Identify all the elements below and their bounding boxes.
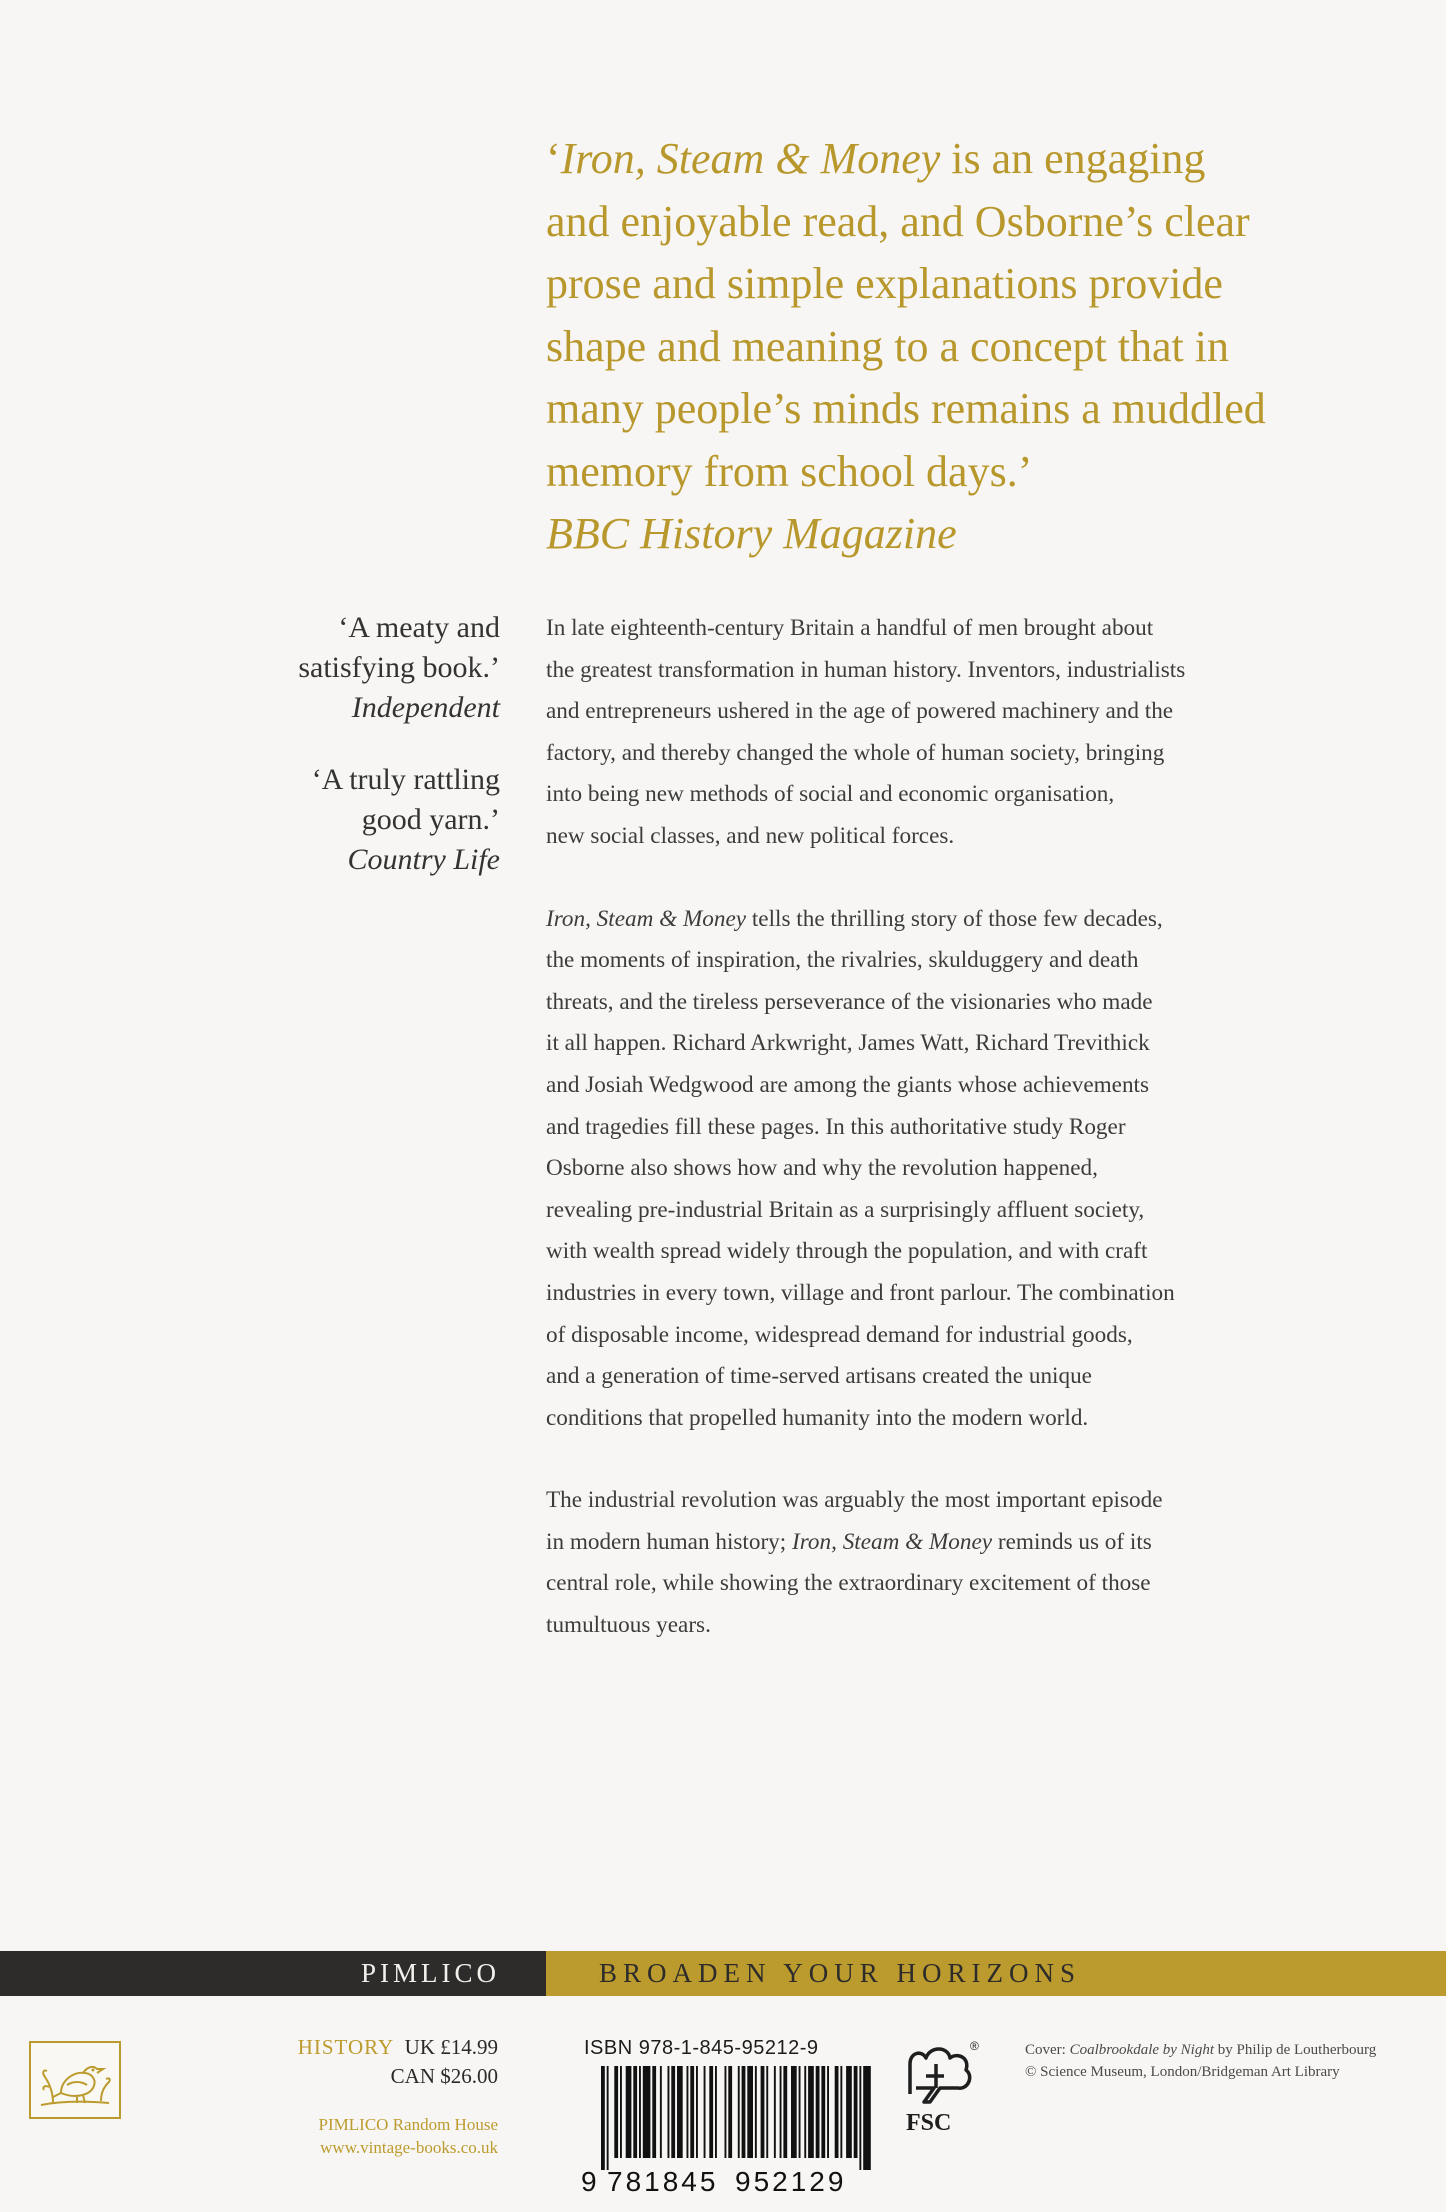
publisher-website: www.vintage-books.co.uk: [320, 2138, 498, 2157]
barcode-bar: [715, 2066, 717, 2158]
barcode-bar: [671, 2066, 675, 2158]
publisher-logo: [29, 2041, 121, 2119]
barcode-bar: [854, 2066, 858, 2158]
price-line-uk: [180, 2033, 498, 2062]
blurb-line: In late eighteenth-century Britain a handful of men brought about: [546, 615, 1154, 641]
series-tagline: BROADEN YOUR HORIZONS: [546, 1951, 1446, 1996]
hero-quote: [546, 128, 1406, 566]
blurb-line: reminds us of its: [992, 1528, 1152, 1555]
barcode-bar: [791, 2066, 797, 2158]
barcode: [581, 2066, 871, 2194]
endorsement: [240, 760, 500, 880]
hero-quote-line: many people’s minds remains a muddled: [546, 384, 1266, 433]
blurb: [546, 608, 1346, 1688]
blurb-line: revealing pre-industrial Britain as a surprisingly affluent society,: [546, 1196, 1145, 1223]
blurb-line: in modern human history;: [546, 1528, 793, 1555]
blurb-line: factory, and thereby changed the whole of human society, bringing: [546, 739, 1165, 766]
barcode-bar: [677, 2066, 683, 2158]
blurb-line: new social classes, and new political forces.: [546, 822, 955, 849]
barcode-bar: [633, 2066, 637, 2158]
endorsement: [240, 608, 500, 728]
publisher-info: [180, 2113, 498, 2159]
barcode-digits-left: 781845: [607, 2166, 719, 2194]
blurb-line: into being new methods of social and economic organisation,: [546, 781, 1115, 808]
barcode-bar: [846, 2066, 852, 2158]
barcode-bar: [607, 2066, 609, 2170]
blurb-line: the moments of inspiration, the rivalries, skulduggery and death: [546, 947, 1139, 974]
hero-quote-line: memory from school days.’: [546, 446, 1033, 496]
hero-quote-line: [546, 128, 1406, 191]
credit-prefix: Cover:: [1025, 2042, 1070, 2058]
barcode-bar: [859, 2066, 861, 2170]
barcode-bar: [696, 2066, 698, 2158]
barcode-bar: [827, 2066, 829, 2158]
barcode-bar: [816, 2066, 820, 2158]
barcode-bar: [660, 2066, 662, 2158]
blurb-line: tells the thrilling story of those few decades,: [746, 905, 1163, 932]
isbn-label: ISBN 978-1-845-95212-9: [584, 2037, 819, 2059]
publisher-name: PIMLICO Random House: [318, 2115, 498, 2134]
barcode-bar: [687, 2066, 689, 2158]
barcode-bar: [780, 2066, 782, 2158]
barcode-bar: [709, 2066, 713, 2158]
barcode-bar: [747, 2066, 753, 2158]
barcode-bar: [808, 2066, 814, 2158]
barcode-bar: [742, 2066, 746, 2158]
category-label: HISTORY: [297, 2035, 395, 2059]
artwork-title: Coalbrookdale by Night: [1069, 2042, 1215, 2058]
endorsement-quote: ‘A meaty and: [338, 611, 500, 644]
barcode-bar: [626, 2066, 632, 2158]
blurb-line: threats, and the tireless perseverance of the visionaries who made: [546, 988, 1153, 1015]
blurb-line: it all happen. Richard Arkwright, James Watt, Richard Trevithick: [546, 1030, 1150, 1057]
blurb-line: and tragedies fill these pages. In this authoritative study Roger: [546, 1113, 1126, 1140]
hero-quote-title: Iron, Steam & Money: [560, 134, 941, 183]
blurb-line: Osborne also shows how and why the revolution happened,: [546, 1155, 1098, 1182]
barcode-bar: [704, 2066, 706, 2158]
credit-artist: by Philip de Loutherbourg: [1214, 2042, 1377, 2058]
endorsement-quote: good yarn.’: [361, 803, 500, 836]
endorsement-quote: ‘A truly rattling: [311, 763, 500, 796]
barcode-bar: [766, 2066, 768, 2158]
blurb-paragraph-3: [546, 1480, 1346, 1646]
barcode-bar: [755, 2066, 757, 2158]
barcode-bar: [601, 2066, 605, 2170]
barcode-bar: [728, 2066, 732, 2158]
bird-icon: [31, 2043, 119, 2117]
barcode-bar: [620, 2066, 622, 2158]
barcode-bar: [821, 2066, 825, 2158]
blurb-line: The industrial revolution was arguably the most important episode: [546, 1487, 1163, 1514]
endorsement-source: Country Life: [347, 843, 500, 876]
barcode-bar: [725, 2066, 727, 2158]
barcode-bar: [840, 2066, 842, 2158]
blurb-line: with wealth spread widely through the population, and with craft: [546, 1238, 1148, 1265]
imprint-band: [0, 1951, 1446, 1996]
hero-quote-source: BBC History Magazine: [546, 509, 957, 558]
price-block: [180, 2033, 498, 2159]
barcode-bar: [835, 2066, 839, 2158]
blurb-line: the greatest transformation in human history. Inventors, industrialists: [546, 656, 1186, 683]
hero-quote-line: and enjoyable read, and Osborne’s clear: [546, 196, 1250, 246]
hero-quote-text: is an engaging: [940, 134, 1206, 183]
barcode-bar: [804, 2066, 806, 2158]
barcode-bar: [761, 2066, 765, 2158]
barcode-digits-right: 952129: [735, 2166, 847, 2194]
fsc-reg-mark: ®: [970, 2039, 979, 2053]
endorsement-quote: satisfying book.’: [298, 651, 500, 684]
hero-quote-line: shape and meaning to a concept that in: [546, 321, 1229, 371]
blurb-line: and Josiah Wedgwood are among the giants whose achievements: [546, 1071, 1149, 1098]
blurb-line: tumultuous years.: [546, 1612, 711, 1639]
endorsement-source: Independent: [351, 691, 500, 724]
barcode-bar: [652, 2066, 656, 2158]
hero-quote-line: prose and simple explanations provide: [546, 259, 1223, 308]
barcode-bar: [614, 2066, 618, 2158]
barcode-bar: [774, 2066, 776, 2158]
open-quote: ‘: [546, 134, 561, 183]
barcode-bar: [690, 2066, 694, 2158]
book-title: Iron, Steam & Money: [546, 905, 747, 932]
barcode-bar: [668, 2066, 670, 2158]
blurb-line: and entrepreneurs ushered in the age of powered machinery and the: [546, 698, 1174, 725]
blurb-paragraph-1: [546, 608, 1346, 858]
barcode-bar: [863, 2066, 871, 2170]
credit-copyright: © Science Museum, London/Bridgeman Art Library: [1025, 2064, 1340, 2080]
imprint-name: PIMLICO: [0, 1951, 546, 1996]
price-uk: UK £14.99: [404, 2035, 498, 2059]
endorsements: [240, 608, 500, 912]
blurb-line: and a generation of time-served artisans created the unique: [546, 1363, 1092, 1390]
fsc-label: FSC: [906, 2110, 952, 2136]
blurb-line: of disposable income, widespread demand for industrial goods,: [546, 1321, 1133, 1348]
blurb-paragraph-2: [546, 899, 1346, 1440]
blurb-line: central role, while showing the extraordinary excitement of those: [546, 1570, 1151, 1597]
price-can: CAN $26.00: [390, 2064, 498, 2088]
fsc-logo: [896, 2036, 986, 2136]
barcode-bar: [639, 2066, 641, 2158]
barcode-bar: [783, 2066, 787, 2158]
blurb-line: industries in every town, village and front parlour. The combination: [546, 1279, 1175, 1306]
barcode-digit-first: 9: [581, 2166, 597, 2194]
cover-credit: [1025, 2039, 1435, 2083]
barcode-bar: [643, 2066, 651, 2158]
barcode-bar: [738, 2066, 740, 2158]
blurb-line: conditions that propelled humanity into the modern world.: [546, 1404, 1089, 1431]
barcode-bar: [799, 2066, 801, 2158]
book-title: Iron, Steam & Money: [792, 1528, 993, 1555]
